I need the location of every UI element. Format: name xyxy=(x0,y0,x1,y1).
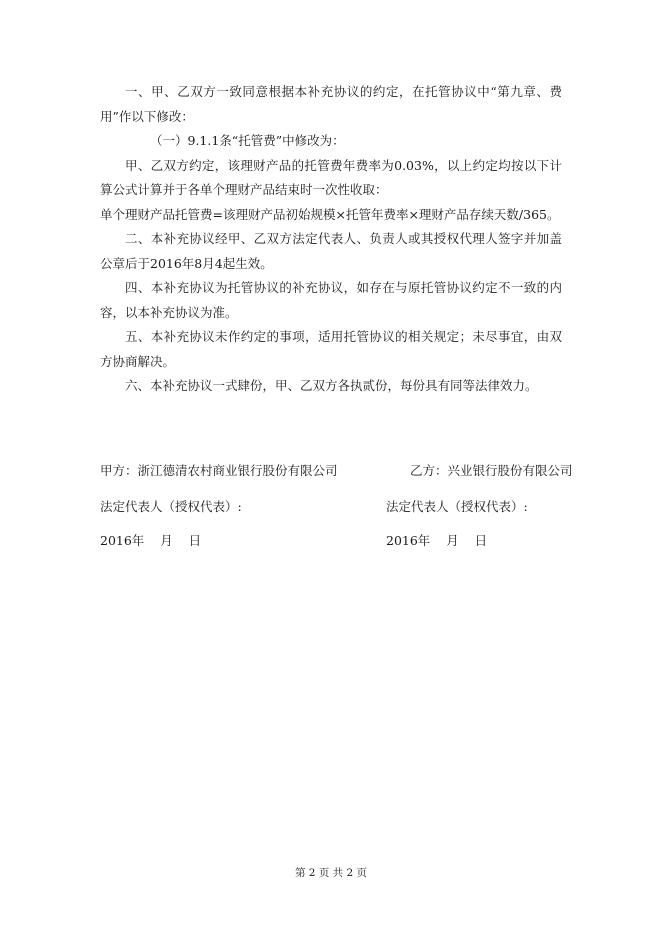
page-number-footer: 第 2 页 共 2 页 xyxy=(294,867,368,879)
fee-formula-paragraph: 单个理财产品托管费=该理财产品初始规模×托管年费率×理财产品存续天数/365。 xyxy=(100,206,560,222)
clause-5-paragraph: 五、本补充协议未作约定的事项，适用托管协议的相关规定；未尽事宜，由双方协商解决。 xyxy=(100,329,562,369)
party-a-representative-label: 法定代表人（授权代表）: xyxy=(100,499,242,514)
clause-1-paragraph: 一、甲、乙双方一致同意根据本补充协议的约定，在托管协议中“第九章、费用”作以下修改： xyxy=(100,84,562,124)
clause-2-paragraph: 二、本补充协议经甲、乙双方法定代表人、负责人或其授权代理人签字并加盖公章后于2016年8月4起生效。 xyxy=(100,231,562,271)
fee-rate-paragraph: 甲、乙双方约定，该理财产品的托管费年费率为0.03%，以上约定均按以下计算公式计算并于各单个理财产品结束时一次性收取： xyxy=(100,157,562,197)
clause-4-paragraph: 四、本补充协议为托管协议的补充协议，如存在与原托管协议约定不一致的内容，以本补充协议为准。 xyxy=(100,280,562,320)
agreement-body xyxy=(100,80,562,399)
party-b-signing-date: 2016年 月 日 xyxy=(386,533,488,548)
party-a-signing-date: 2016年 月 日 xyxy=(100,533,202,548)
party-b-representative-label: 法定代表人（授权代表）: xyxy=(386,499,528,514)
party-b-name: 乙方：兴业银行股份有限公司 xyxy=(410,463,573,478)
clause-1-subitem: （一）9.1.1条“托管费”中修改为： xyxy=(150,133,345,148)
party-a-name: 甲方：浙江德清农村商业银行股份有限公司 xyxy=(100,463,338,478)
clause-6-paragraph: 六、本补充协议一式肆份，甲、乙双方各执贰份，每份具有同等法律效力。 xyxy=(125,378,538,393)
